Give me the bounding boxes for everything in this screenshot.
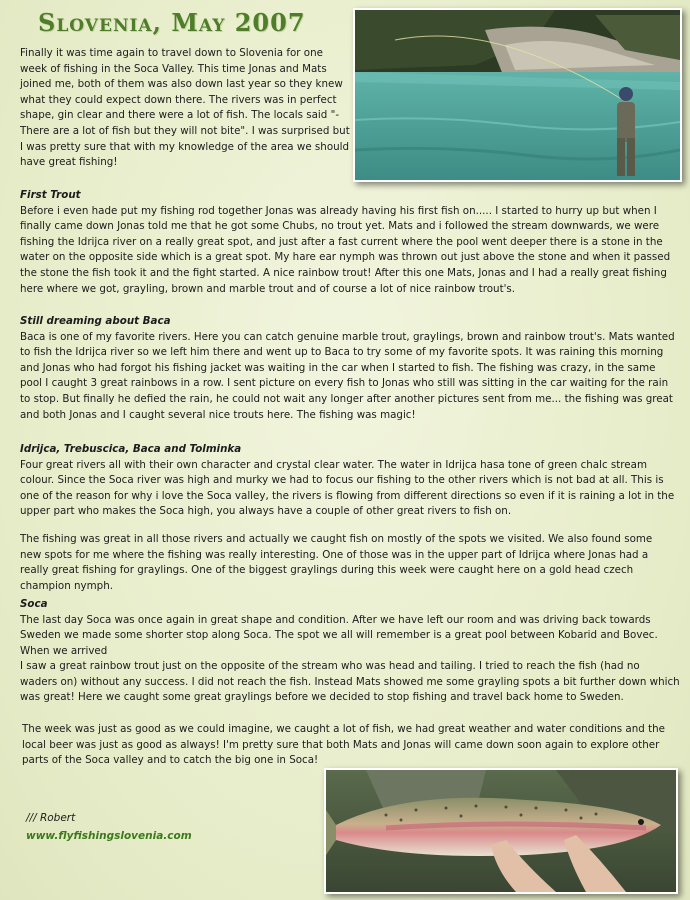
section-body: Before i even hade put my fishing rod together Jonas was already having his first fish on..... I started to hurry up but when I finally came down Jonas told me that he got some Chubs, no trout yet. Mats and i followed the stream downwards, we were fishing the Idrijca river on a really great spot, and just after a fast current where the pool went deeper there is a stone in the water on the opposite side which is a great spot. My hare ear nymph was thrown out just above the stone and when it passed the stone the fish took it and the fight started. A nice rainbow trout! After this one Mats, Jonas and I had a really great fishing here where we got, grayling, brown and marble trout and of course a lot of nice rainbow trout's.	[20, 204, 671, 295]
paragraph-conclusion: The week was just as good as we could imagine, we caught a lot of fish, we had great weather and water conditions and the local beer was just as good as always! I'm pretty sure that both Mats and Jonas will came down soon again to explore other parts of the Soca valley and to catch the big one in Soca!	[22, 723, 665, 767]
intro-paragraph: Finally it was time again to travel down to Slovenia for one week of fishing in the Soca Valley. This time Jonas and Mats joined me, both of them was also down last year so they knew what they could expect down there. The rivers was in perfect shape, gin clear and there were a lot of fish. The locals said "-There are a lot of fish but they will not bite". I was surprised but I was pretty sure that with my knowledge of the area we should have great fishing!	[20, 47, 350, 169]
section-soca	[20, 597, 680, 659]
section-heading: Still dreaming about Baca	[20, 315, 171, 327]
section-body: The last day Soca was once again in great shape and condition. After we have left our room and was driving back towards Sweden we made some shorter stop along Soca. The spot we all will remember is a great pool between Kobarid and Bovec. When we arrived	[20, 613, 658, 657]
section-heading: First Trout	[20, 189, 81, 201]
section-body: Four great rivers all with their own character and crystal clear water. The water in Idrijca hasa tone of green chalc stream colour. Since the Soca river was high and murky we had to focus our fishing to the other rivers which is not bad at all. This is one of the reason for why i love the Soca valley, the rivers is flowing from different directions so even if it is raining a lot in the upper part who makes the Soca high, you always have a couple of other great rivers to fish on.	[20, 458, 675, 518]
page-title: Slovenia, May 2007	[38, 8, 306, 37]
section-body: Baca is one of my favorite rivers. Here you can catch genuine marble trout, graylings, brown and rainbow trout's. Mats wanted to fish the Idrijca river so we left him there and went up to Baca to try some of my favorite spots. It was raining this morning and Jonas who had forgot his fishing jacket was waiting in the car when I started to fish. The fishing was crazy, in the same pool I caught 3 great rainbows in a row. I sent picture on every fish to Jonas who still was sitting in the car waiting for the rain to stop. But finally he defied the rain, he could not wait any longer after another pictures sent from me... the fishing was great and both Jonas and I caught several nice trouts here. The fishing was magic!	[20, 330, 675, 421]
signature-name: /// Robert	[26, 812, 76, 824]
rainbow-trout-photo	[324, 768, 678, 894]
paragraph-graylings: The fishing was great in all those rivers and actually we caught fish on mostly of the spots we visited. We also found some new spots for me where the fishing was really interesting. One of those was in the upper part of Idrijca where Jonas had a really great fishing for graylings. One of the biggest graylings during this week were caught here on a gold head czech champion nymph.	[20, 533, 653, 592]
website-link[interactable]: www.flyfishingslovenia.com	[26, 830, 192, 842]
section-heading: Soca	[20, 598, 48, 610]
section-four-rivers	[20, 442, 675, 520]
angler-river-photo	[353, 8, 682, 182]
paragraph-rainbow: I saw a great rainbow trout just on the opposite of the stream who was head and tailing. I tried to reach the fish (had no waders on) without any success. I did not reach the fish. Instead Mats showed me some grayling spots a bit further down which was great! Here we caught some great graylings before we decided to stop fishing and travel back home to Sweden.	[20, 660, 680, 704]
section-heading: Idrijca, Trebuscica, Baca and Tolminka	[20, 443, 242, 455]
section-first-trout	[20, 188, 675, 297]
section-baca	[20, 314, 675, 423]
